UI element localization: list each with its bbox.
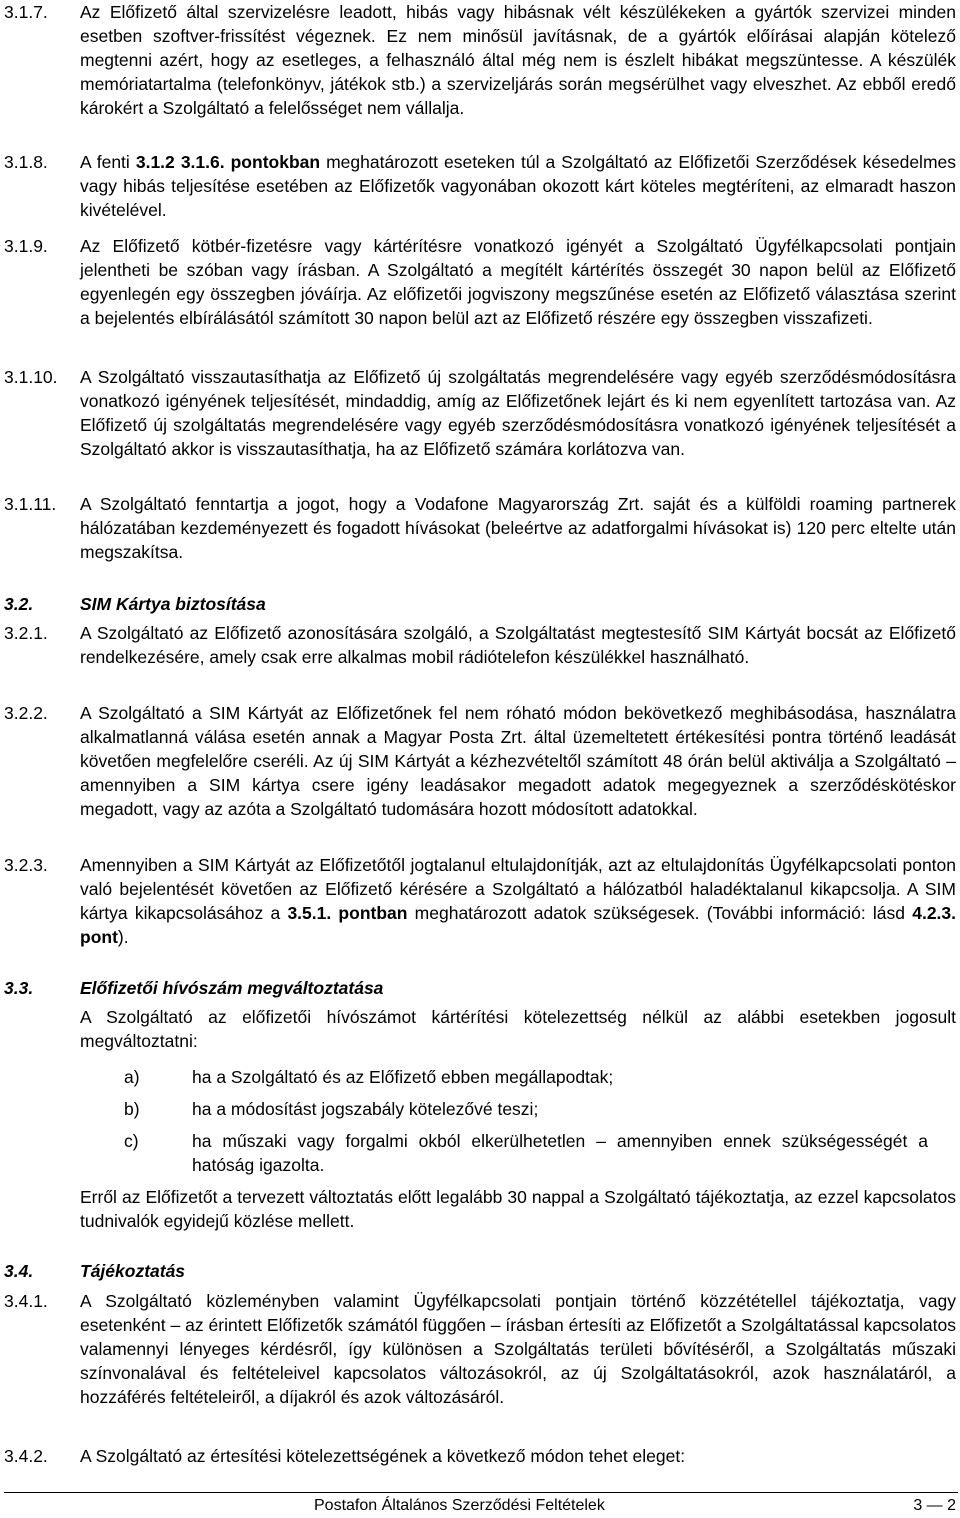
section-3-3-intro [0, 1005, 956, 1053]
section-text: A Szolgáltató az Előfizető azonosítására szolgáló, a Szolgáltatást megtestesítő SIM Kártyát bocsát az Előfizető rendelkezésére, amely csak erre alkalmas mobil rádiótelefon készülékkel használható. [80, 623, 956, 667]
section-3-2-2 [0, 701, 956, 821]
heading-3-4 [0, 1259, 956, 1283]
section-3-1-7 [0, 0, 956, 120]
section-text: A Szolgáltató a SIM Kártyát az Előfizetőnek fel nem róható módon bekövetkező meghibásodása, használatra alkalmatlanná válása esetén annak a Magyar Posta Zrt. által üzemeltetett értékesítési pontra történő leadását követően megfelelőre cseréli. Az új SIM Kártyát a kézhezvételtől számított 48 órán belül aktiválja a Szolgáltató – amennyiben a SIM kártya csere igény leadásakor megadott adatok megegyeznek a szerződéskötéskor megadott, vagy az azóta a Szolgáltató tudomására hozott módosított adatokkal. [80, 703, 956, 819]
section-3-1-10 [0, 365, 956, 461]
section-number: 3.2.3. [4, 855, 48, 875]
footer-title: Postafon Általános Szerződési Feltételek [314, 1497, 605, 1514]
section-3-2-1 [0, 621, 956, 669]
heading-3-3 [0, 976, 956, 1000]
list-letter: b) [124, 1099, 140, 1119]
section-text: A Szolgáltató az előfizetői hívószámot kártérítési kötelezettség nélkül az alábbi esetekben jogosult megváltoztatni: [80, 1007, 956, 1051]
list-text: ha a Szolgáltató és az Előfizető ebben megállapodtak; [192, 1067, 614, 1087]
section-number: 3.4.1. [4, 1291, 48, 1311]
heading-title: SIM Kártya biztosítása [80, 594, 266, 614]
section-text: A fenti 3.1.2 3.1.6. pontokban meghatározott eseteken túl a Szolgáltató az Előfizetői Szerződések késedelmes vagy hibás teljesítése esetében az Előfizetők vagyonában okozott kárt köteles megtéríteni, az elmaradt haszon kivételével. [80, 152, 957, 220]
list-text: ha a módosítást jogszabály kötelezővé teszi; [192, 1099, 539, 1119]
section-3-4-1 [0, 1289, 956, 1409]
section-text: A Szolgáltató közleményben valamint Ügyfélkapcsolati pontjain történő közzététellel tájékoztatja, vagy esetenként – az érintett Előfizetők számától függően – írásban értesíti az Előfizetőt a Szolgáltatással kapcsolatos valamennyi lényeges kérdésről, így különösen a Szolgáltatás területi bővítéséről, a Szolgáltatás műszaki színvonalával és feltételeivel kapcsolatos változásokról, az új Szolgáltatásokról, azok használatáról, a hozzáférés feltételeiről, a díjakról és azok változásáról. [80, 1291, 956, 1407]
heading-number: 3.3. [4, 978, 34, 998]
section-text: A Szolgáltató visszautasíthatja az Előfizető új szolgáltatás megrendelésére vagy egyéb szerződésmódosításra vonatkozó igényének teljesítését, mindaddig, amíg az Előfizetőnek lejárt és ki nem egyenlített tartozása van. Az Előfizető új szolgáltatás megrendelésére vagy egyéb szerződésmódosításra vonatkozó igényének teljesítését a Szolgáltató akkor is visszautasíthatja, ha az Előfizető számára korlátozva van. [80, 367, 956, 459]
section-number: 3.1.7. [4, 2, 48, 22]
section-reference: 3.1.2 [135, 152, 175, 172]
list-item [124, 1065, 928, 1089]
heading-3-2 [0, 592, 956, 616]
section-3-1-11 [0, 492, 956, 564]
section-text: Az Előfizető kötbér-fizetésre vagy kártérítésre vonatkozó igényét a Szolgáltató Ügyfélkapcsolati pontjain jelentheti be szóban vagy írásban. A Szolgáltató a megítélt kártérítés összegét 30 napon belül az Előfizető egyenlegén egy összegben jóváírja. Az előfizetői jogviszony megszűnése esetén az Előfizető választása szerint a bejelentés elbírálásától számított 30 napon belül azt az Előfizető részére egy összegben visszafizeti. [80, 236, 956, 328]
section-reference: 3.5.1. pontban [287, 903, 408, 923]
section-number: 3.1.8. [4, 152, 48, 172]
section-reference: 4.2.3. pont [80, 903, 957, 947]
section-reference: 3.1.6. pontokban [180, 152, 321, 172]
footer-divider [4, 1492, 958, 1493]
section-text: A Szolgáltató fenntartja a jogot, hogy a Vodafone Magyarország Zrt. saját és a külföldi roaming partnerek hálózatában kezdeményezett és fogadott hívásokat (beleértve az adatforgalmi hívásokat is) 120 perc eltelte után megszakítsa. [80, 494, 956, 562]
heading-title: Tájékoztatás [80, 1261, 186, 1281]
section-3-3-outro [0, 1185, 956, 1233]
section-number: 3.2.1. [4, 623, 48, 643]
section-text: Amennyiben a SIM Kártyát az Előfizetőtől jogtalanul eltulajdonítják, azt az eltulajdonítás Ügyfélkapcsolati ponton való bejelentését követően az Előfizető kérésére a Szolgáltató a hálózatból haladéktalanul kikapcsolja. A SIM kártya kikapcsolásához a 3.5.1. pontban meghatározott adatok szükségesek. (További információ: lásd 4.2.3. pont). [80, 855, 957, 947]
section-number: 3.1.10. [4, 367, 58, 387]
section-3-1-8 [0, 150, 956, 222]
list-text: ha műszaki vagy forgalmi okból elkerülhetetlen – amennyiben ennek szükségességét a hatóság igazolta. [192, 1131, 928, 1175]
section-number: 3.4.2. [4, 1446, 48, 1466]
heading-number: 3.4. [4, 1261, 34, 1281]
section-number: 3.1.9. [4, 236, 48, 256]
section-text: Erről az Előfizetőt a tervezett változtatás előtt legalább 30 nappal a Szolgáltató tájékoztatja, az ezzel kapcsolatos tudnivalók egyidejű közlése mellett. [80, 1187, 956, 1231]
heading-title: Előfizetői hívószám megváltoztatása [80, 978, 384, 998]
section-3-1-9 [0, 234, 956, 330]
footer-page-number: 3 — 2 [913, 1497, 956, 1514]
section-number: 3.1.11. [4, 494, 57, 514]
section-text: Az Előfizető által szervizelésre leadott, hibás vagy hibásnak vélt készülékeken a gyártók szervizei minden esetben szoftver-frissítést végeznek. Ez nem minősül javításnak, de a gyártók előírásai alapján kötelező megtenni azért, hogy az esetleges, a felhasználó által még nem is észlelt hibákat megszüntesse. A készülék memóriatartalma (telefonkönyv, játékok stb.) a szervizeljárás során megsérülhet vagy elveszhet. Az ebből eredő károkért a Szolgáltató a felelősséget nem vállalja. [80, 2, 956, 118]
section-text: A Szolgáltató az értesítési kötelezettségének a következő módon tehet eleget: [80, 1446, 686, 1466]
list-letter: a) [124, 1067, 140, 1087]
list-item [124, 1097, 928, 1121]
list-item [124, 1129, 928, 1177]
section-3-2-3 [0, 853, 956, 949]
section-number: 3.2.2. [4, 703, 48, 723]
section-3-4-2 [0, 1444, 956, 1468]
heading-number: 3.2. [4, 594, 34, 614]
list-letter: c) [124, 1131, 139, 1151]
